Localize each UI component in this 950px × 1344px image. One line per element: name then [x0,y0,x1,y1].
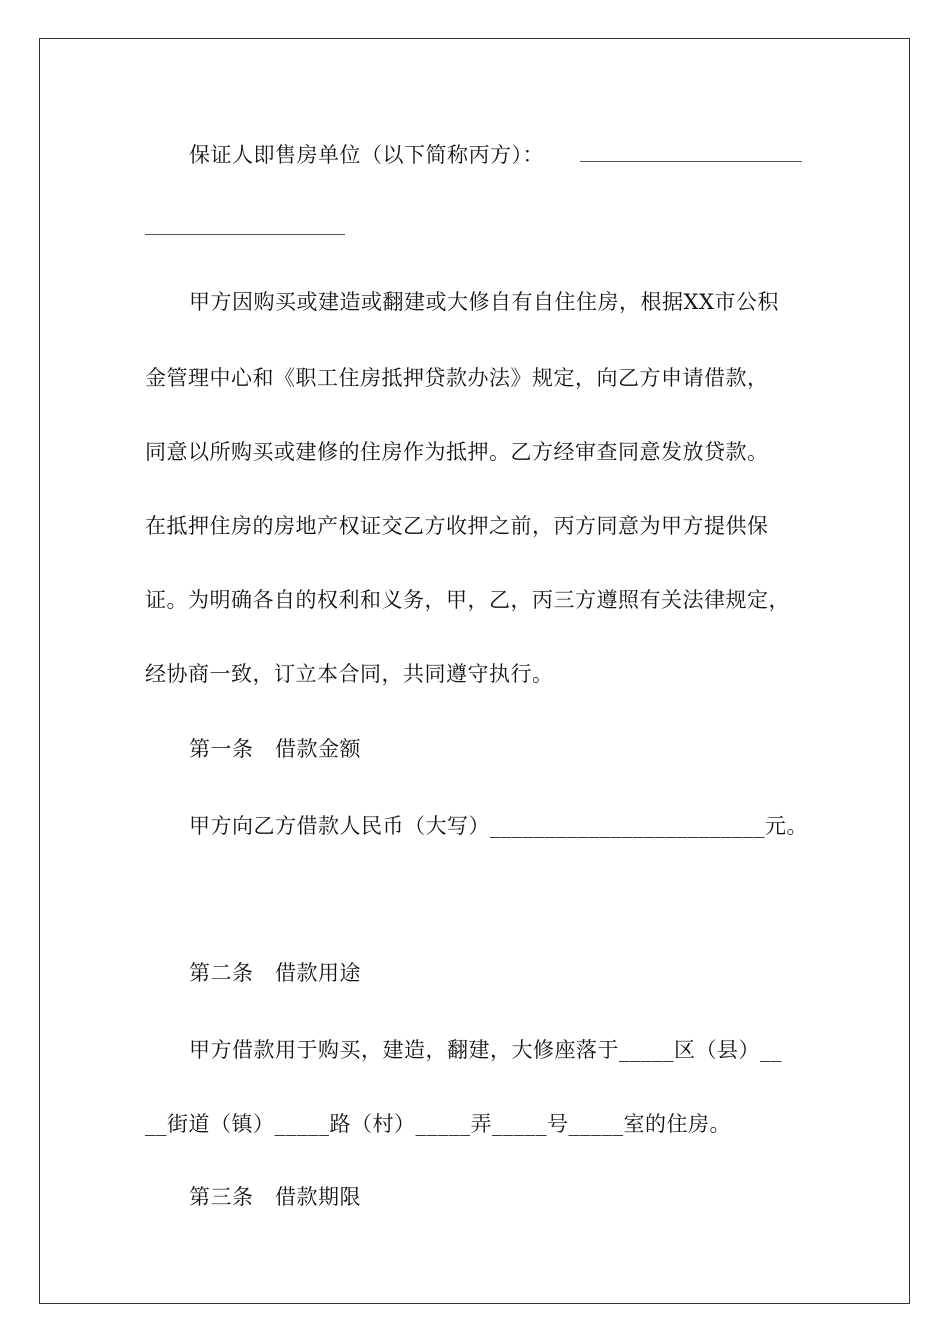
article-1-text [189,812,808,840]
preamble-line-2: 金管理中心和《职工住房抵押贷款办法》规定，向乙方申请借款， [145,366,769,390]
article-1-text-before: 甲方向乙方借款人民币（大写） [189,814,490,838]
preamble-line-6: 经协商一致，订立本合同，共同遵守执行。 [145,662,554,686]
article-1-text-after: 元。 [765,814,808,838]
guarantor-label-text: 保证人即售房单位（以下简称丙方）： [189,143,544,167]
article-2-heading: 第二条 借款用途 [189,961,361,985]
guarantor-blank-line [580,161,802,162]
guarantor-label [189,141,544,169]
article-2-line-1: 甲方借款用于购买，建造，翻建，大修座落于_____区（县）__ [189,1038,782,1062]
guarantor-blank-continuation [145,234,345,235]
preamble-line-1: 甲方因购买或建造或翻建或大修自有自住住房，根据XX市公积 [189,290,779,314]
preamble-line-4: 在抵押住房的房地产权证交乙方收押之前，丙方同意为甲方提供保 [145,514,769,538]
article-1-amount-blank: _________________________ [490,814,765,838]
article-1-heading: 第一条 借款金额 [189,737,361,761]
preamble-line-3: 同意以所购买或建修的住房作为抵押。乙方经审查同意发放贷款。 [145,440,769,464]
article-2-line-2: __街道（镇）_____路（村）_____弄_____号_____室的住房。 [145,1112,731,1136]
article-3-heading: 第三条 借款期限 [189,1185,361,1209]
preamble-line-5: 证。为明确各自的权利和义务，甲，乙，丙三方遵照有关法律规定， [145,588,790,612]
